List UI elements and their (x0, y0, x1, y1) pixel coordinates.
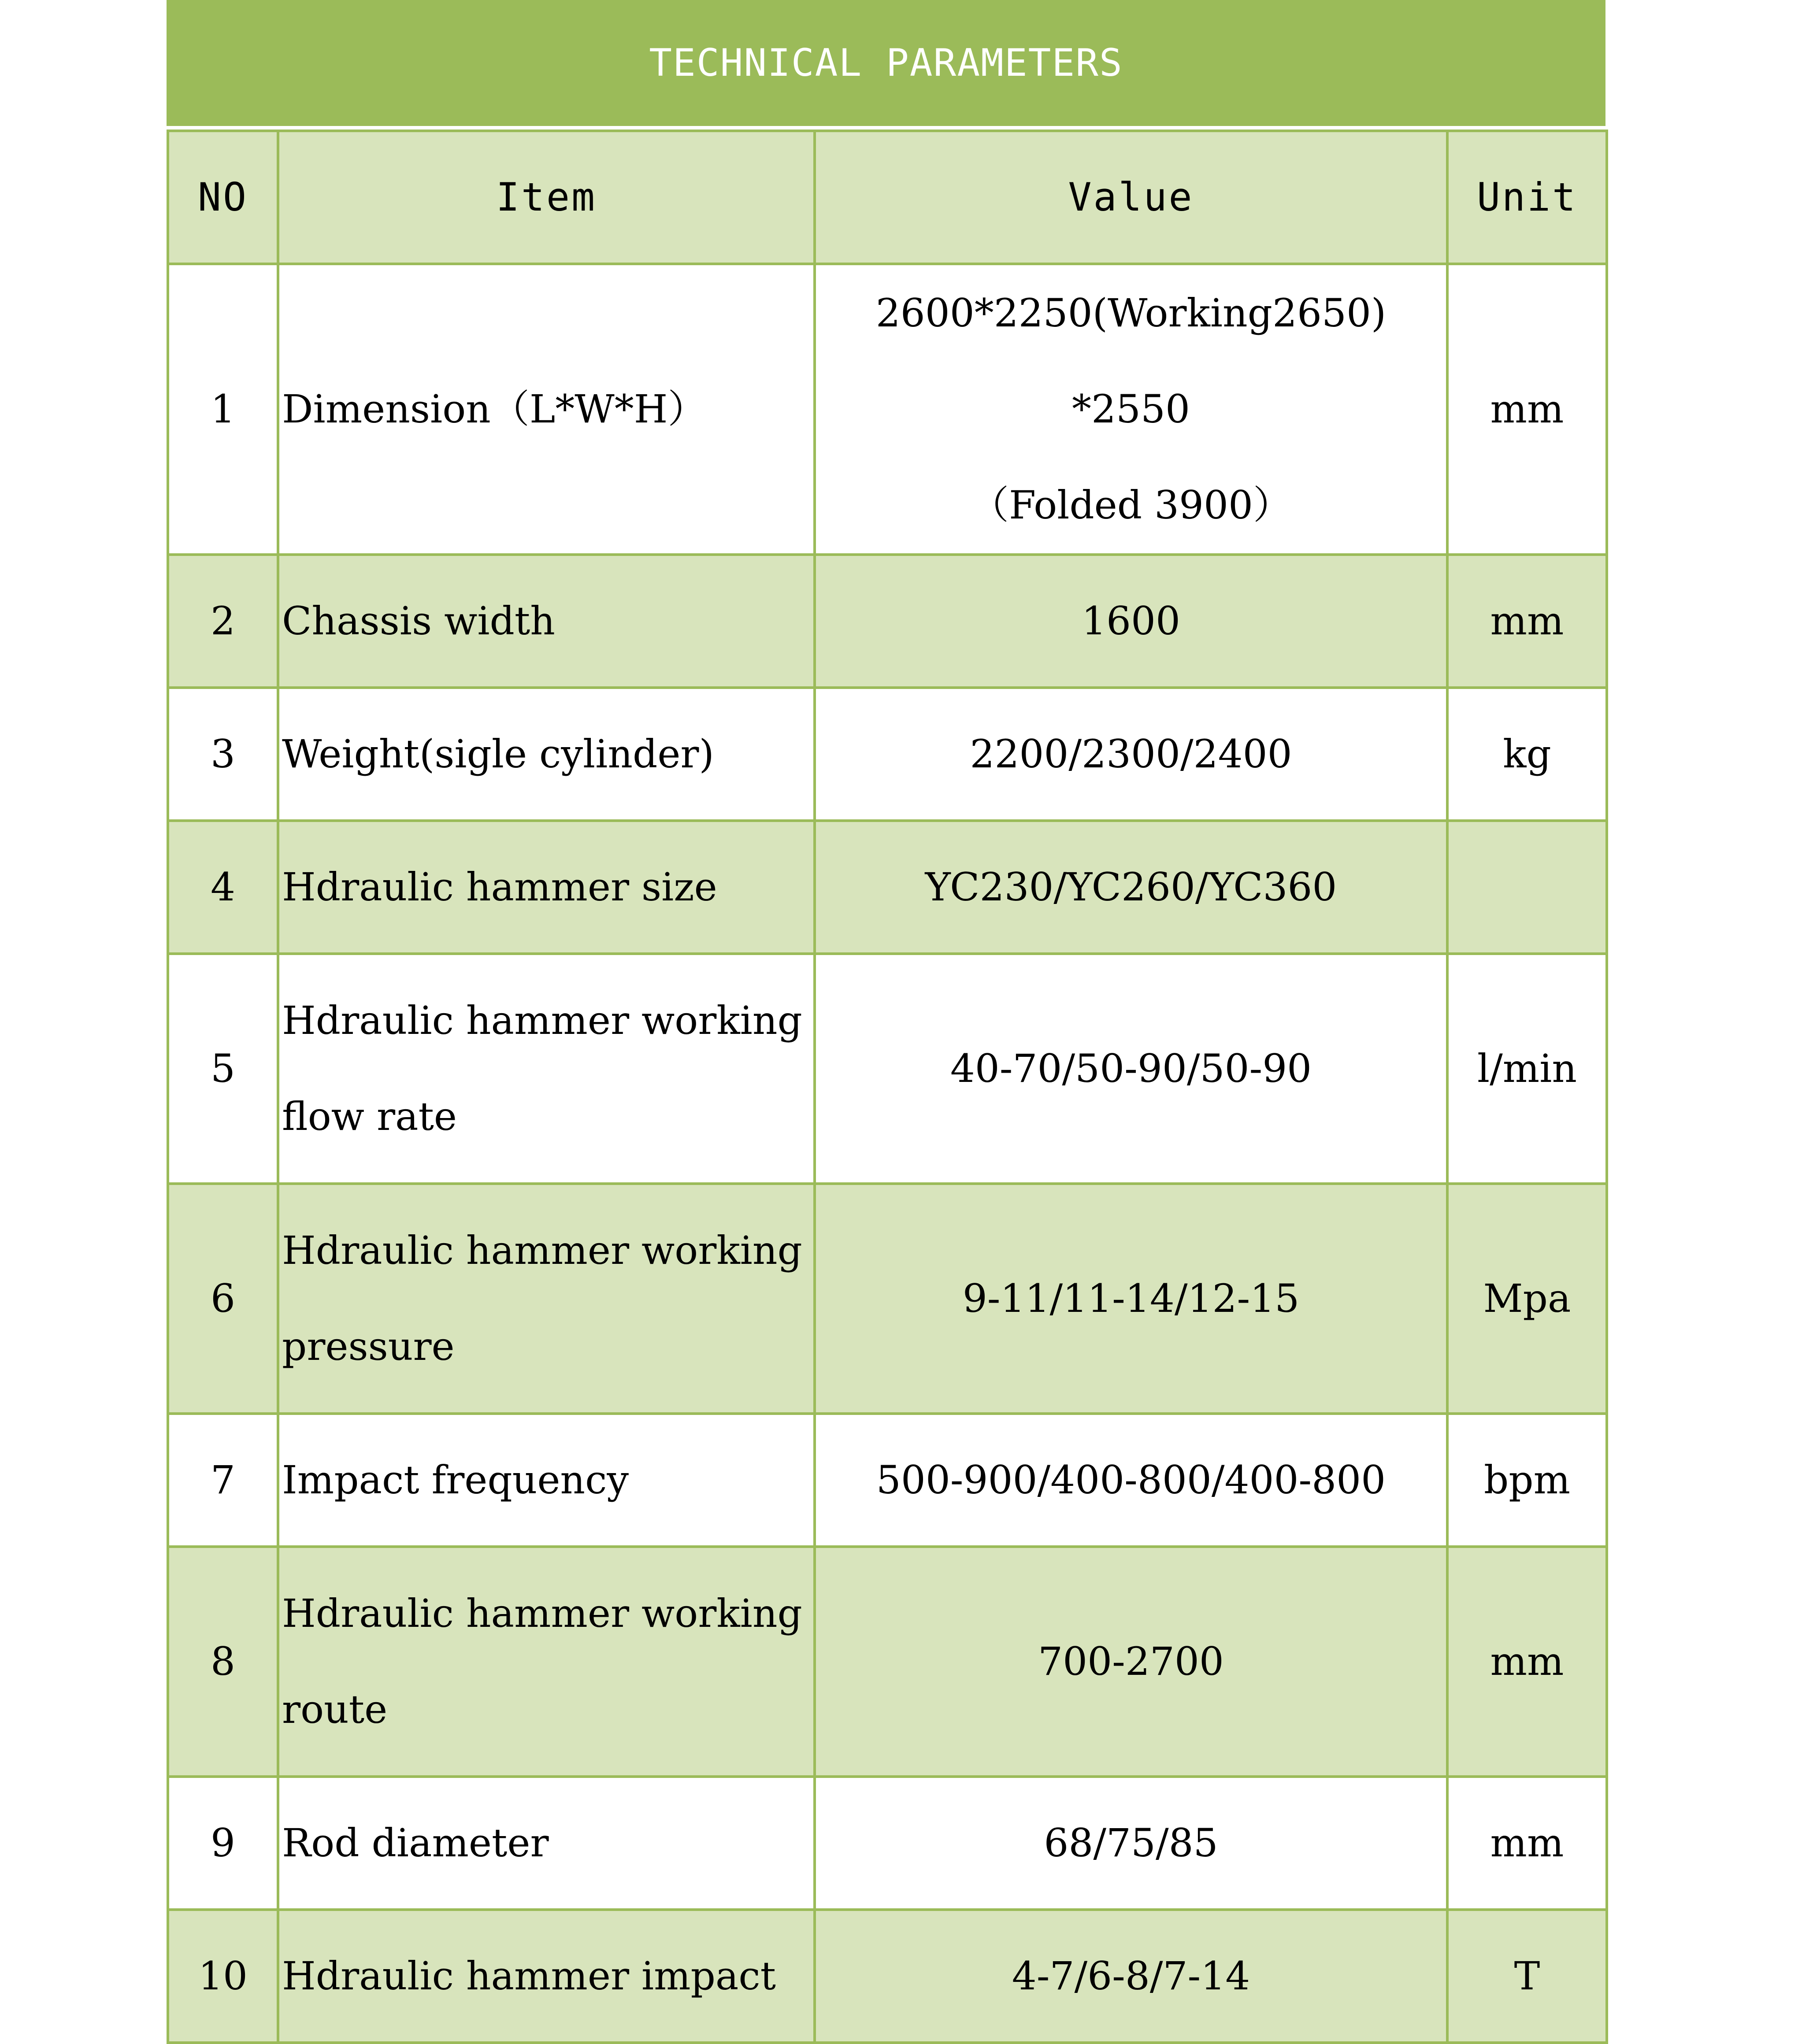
table-row (168, 555, 1607, 688)
row-item-line: route (282, 1687, 388, 1732)
row-value: 40-70/50-90/50-90 (815, 954, 1447, 1184)
row-item (278, 1547, 815, 1777)
row-value: 500-900/400-800/400-800 (815, 1414, 1447, 1547)
row-item-line: pressure (282, 1324, 455, 1369)
header-value: Value (815, 131, 1447, 264)
table-row (168, 954, 1607, 1184)
row-value: 4-7/6-8/7-14 (815, 1910, 1447, 2043)
row-no: 3 (168, 688, 278, 821)
row-no: 2 (168, 555, 278, 688)
row-value (815, 264, 1447, 555)
row-unit: Mpa (1447, 1184, 1607, 1414)
row-unit: kg (1447, 688, 1607, 821)
technical-parameters-sheet (167, 0, 1605, 2044)
row-no: 6 (168, 1184, 278, 1414)
row-unit: l/min (1447, 954, 1607, 1184)
row-item (278, 954, 815, 1184)
row-value: 700-2700 (815, 1547, 1447, 1777)
row-item: Weight(sigle cylinder) (278, 688, 815, 821)
row-no: 9 (168, 1777, 278, 1910)
row-item-line: Hdraulic hammer working (282, 1228, 802, 1273)
table-row (168, 821, 1607, 954)
row-item-line: Hdraulic hammer working (282, 1591, 802, 1636)
row-item: Chassis width (278, 555, 815, 688)
row-value: 1600 (815, 555, 1447, 688)
table-row (168, 1414, 1607, 1547)
table-row (168, 1777, 1607, 1910)
header-unit: Unit (1447, 131, 1607, 264)
row-no: 8 (168, 1547, 278, 1777)
row-item (278, 1184, 815, 1414)
row-unit: T (1447, 1910, 1607, 2043)
row-unit: mm (1447, 1547, 1607, 1777)
row-value: 2200/2300/2400 (815, 688, 1447, 821)
row-value-line: （Folded 3900） (970, 482, 1292, 528)
row-item: Impact frequency (278, 1414, 815, 1547)
table-row (168, 264, 1607, 555)
parameters-table (167, 130, 1608, 2044)
table-row (168, 1184, 1607, 1414)
table-row (168, 1910, 1607, 2043)
row-item: Dimension（L*W*H） (278, 264, 815, 555)
table-row (168, 1547, 1607, 1777)
row-item-line: flow rate (282, 1094, 457, 1139)
row-value-line: 2600*2250(Working2650) *2550 (875, 290, 1387, 432)
row-item: Rod diameter (278, 1777, 815, 1910)
row-value: 68/75/85 (815, 1777, 1447, 1910)
row-value: 9-11/11-14/12-15 (815, 1184, 1447, 1414)
row-item: Hdraulic hammer size (278, 821, 815, 954)
row-unit: mm (1447, 1777, 1607, 1910)
row-no: 1 (168, 264, 278, 555)
header-item: Item (278, 131, 815, 264)
row-no: 5 (168, 954, 278, 1184)
row-item-line: Hdraulic hammer working (282, 998, 802, 1043)
row-unit: mm (1447, 264, 1607, 555)
row-no: 4 (168, 821, 278, 954)
table-row (168, 688, 1607, 821)
row-item: Hdraulic hammer impact (278, 1910, 815, 2043)
row-unit (1447, 821, 1607, 954)
row-value: YC230/YC260/YC360 (815, 821, 1447, 954)
row-unit: bpm (1447, 1414, 1607, 1547)
header-row (168, 131, 1607, 264)
row-no: 7 (168, 1414, 278, 1547)
row-no: 10 (168, 1910, 278, 2043)
row-unit: mm (1447, 555, 1607, 688)
table-title: TECHNICAL PARAMETERS (167, 0, 1605, 130)
header-no: NO (168, 131, 278, 264)
